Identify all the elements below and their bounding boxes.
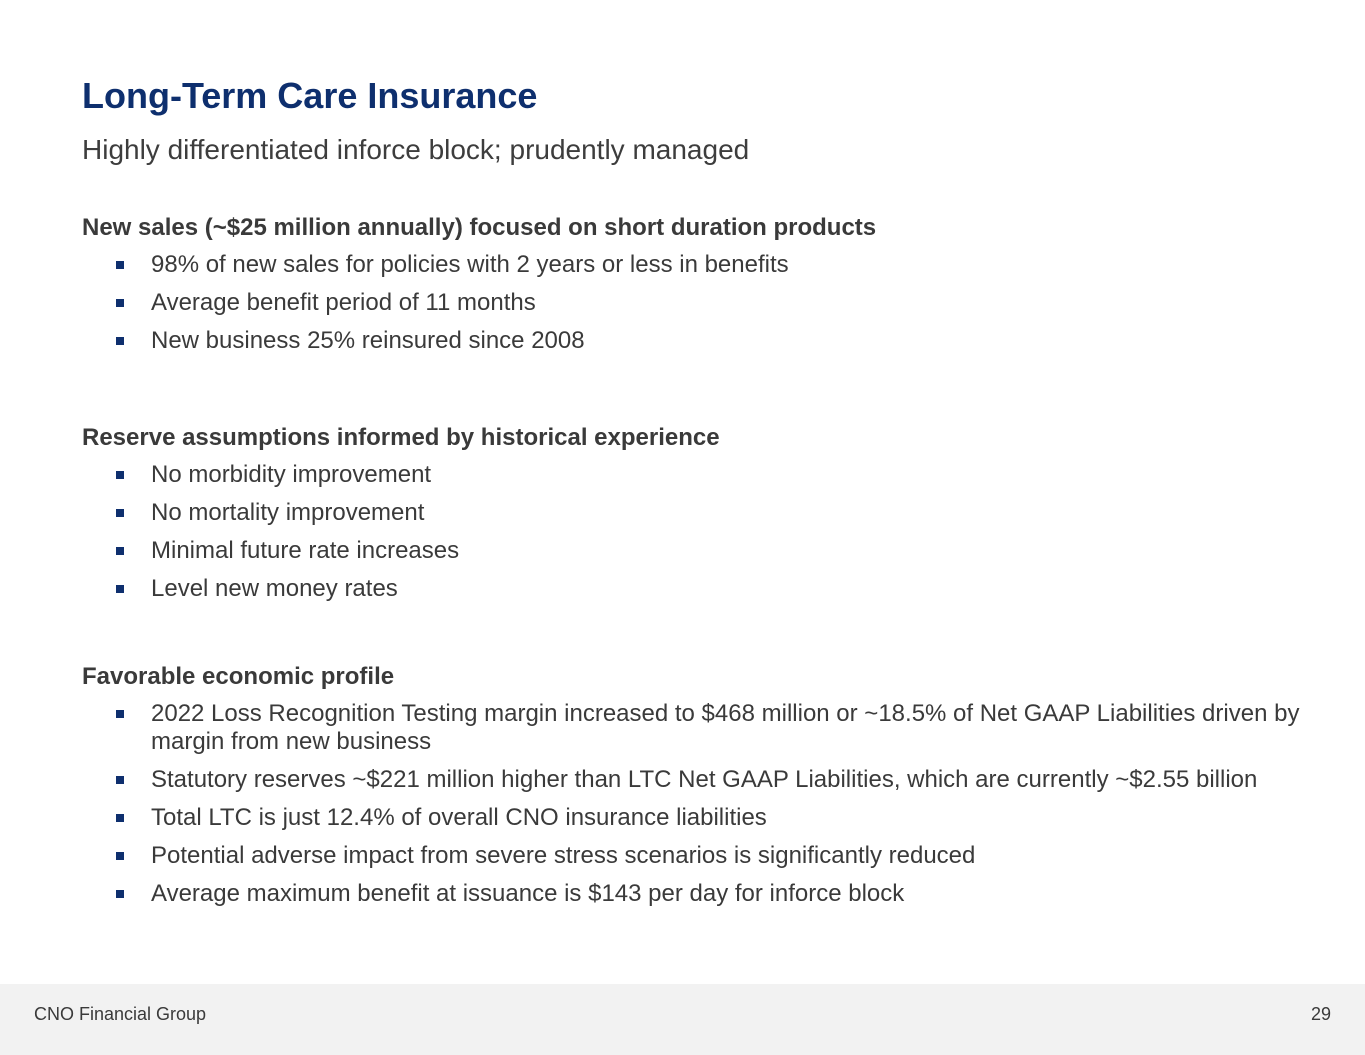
- bullet-text: No mortality improvement: [151, 499, 425, 526]
- bullet-text: Total LTC is just 12.4% of overall CNO insurance liabilities: [151, 804, 767, 831]
- square-bullet-icon: [116, 471, 124, 479]
- bullet-text: Statutory reserves ~$221 million higher than LTC Net GAAP Liabilities, which are currently ~$2.55 billion: [151, 766, 1258, 793]
- square-bullet-icon: [116, 776, 124, 784]
- square-bullet-icon: [116, 299, 124, 307]
- section-new-sales: [82, 213, 1322, 365]
- section-heading: Reserve assumptions informed by historical experience: [82, 424, 720, 451]
- bullet-text: New business 25% reinsured since 2008: [151, 327, 585, 354]
- bullet-item: [82, 766, 1322, 794]
- section-heading: New sales (~$25 million annually) focused on short duration products: [82, 214, 877, 241]
- section-reserve-assumptions: [82, 423, 1322, 613]
- bullet-text: Minimal future rate increases: [151, 537, 460, 564]
- footer-company-name: CNO Financial Group: [34, 1004, 207, 1024]
- square-bullet-icon: [116, 852, 124, 860]
- bullet-item: [82, 804, 1322, 832]
- square-bullet-icon: [116, 710, 124, 718]
- square-bullet-icon: [116, 337, 124, 345]
- section-heading: Favorable economic profile: [82, 663, 395, 690]
- slide-subtitle: Highly differentiated inforce block; prudently managed: [82, 134, 750, 165]
- bullet-text: Average maximum benefit at issuance is $143 per day for inforce block: [151, 880, 905, 907]
- square-bullet-icon: [116, 814, 124, 822]
- section-economic-profile: [82, 662, 1322, 918]
- bullet-text: Level new money rates: [151, 575, 398, 602]
- bullet-text: Average benefit period of 11 months: [151, 289, 536, 316]
- bullet-item: [82, 499, 1322, 527]
- bullet-item: [82, 700, 1322, 756]
- square-bullet-icon: [116, 547, 124, 555]
- footer-page-number: 29: [1310, 1004, 1331, 1024]
- slide-footer: [0, 984, 1365, 1055]
- bullet-text: 2022 Loss Recognition Testing margin increased to $468 million or ~18.5% of Net GAAP Liabilities driven by margin from new business: [151, 700, 1300, 755]
- bullet-item: [82, 880, 1322, 908]
- bullet-text: Potential adverse impact from severe stress scenarios is significantly reduced: [151, 842, 976, 869]
- bullet-list: [82, 700, 1322, 908]
- bullet-list: [82, 251, 1322, 355]
- bullet-item: [82, 327, 1322, 355]
- slide-title: Long-Term Care Insurance: [82, 75, 538, 116]
- square-bullet-icon: [116, 585, 124, 593]
- square-bullet-icon: [116, 890, 124, 898]
- bullet-item: [82, 537, 1322, 565]
- bullet-item: [82, 842, 1322, 870]
- bullet-item: [82, 575, 1322, 603]
- square-bullet-icon: [116, 509, 124, 517]
- bullet-item: [82, 289, 1322, 317]
- bullet-text: 98% of new sales for policies with 2 years or less in benefits: [151, 251, 789, 278]
- square-bullet-icon: [116, 261, 124, 269]
- bullet-list: [82, 461, 1322, 603]
- bullet-item: [82, 461, 1322, 489]
- bullet-text: No morbidity improvement: [151, 461, 432, 488]
- bullet-item: [82, 251, 1322, 279]
